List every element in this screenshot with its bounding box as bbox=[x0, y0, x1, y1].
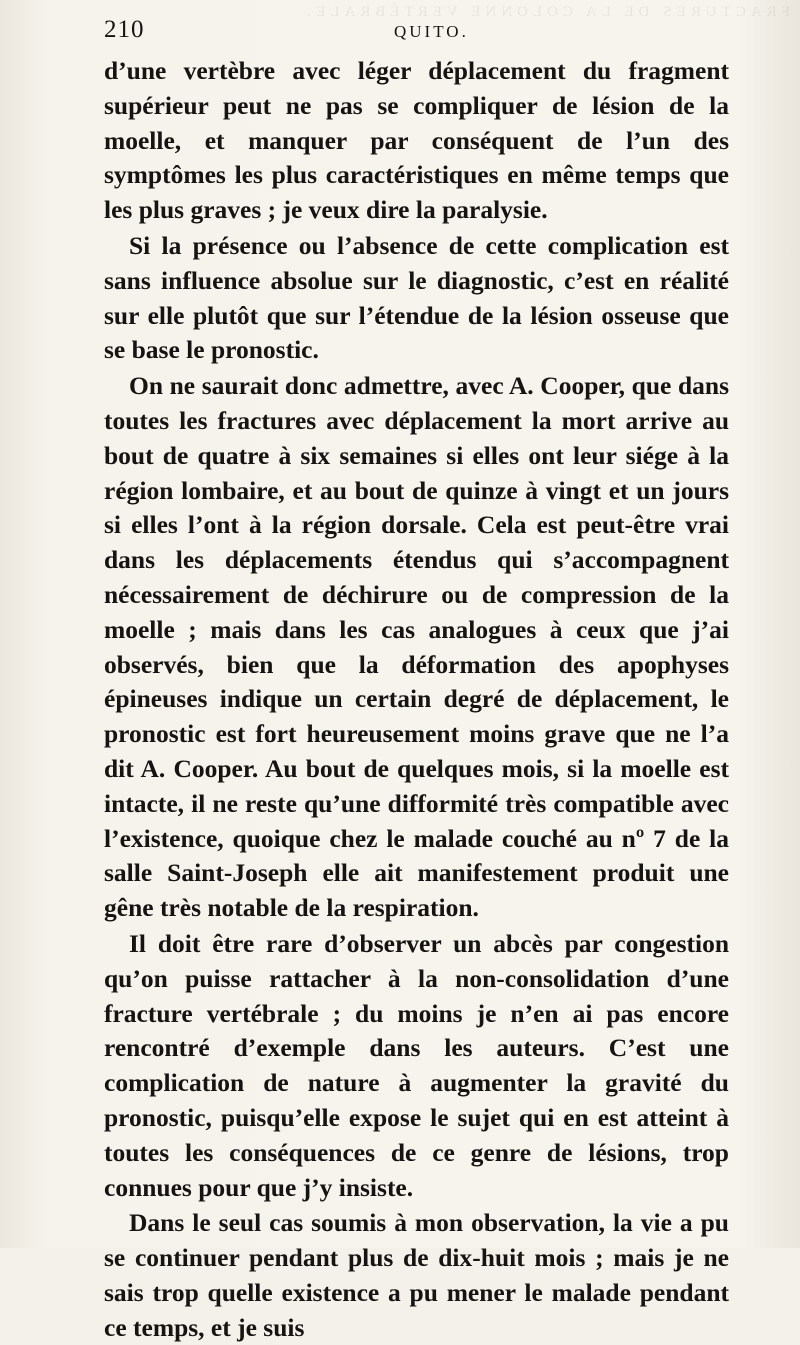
running-head: QUITO. bbox=[394, 22, 469, 41]
body-text bbox=[104, 54, 729, 1345]
page-header bbox=[104, 16, 724, 56]
paragraph: Si la présence ou l’absence de cette complication est sans influence absolue sur le diagnostic, c’est en réalité sur elle plutôt que sur l’étendue de la lésion osseuse que se base le pronostic. bbox=[104, 230, 729, 365]
page-number: 210 bbox=[104, 16, 145, 43]
paragraph: On ne saurait donc admettre, avec A. Cooper, que dans toutes les fractures avec déplacement la mort arrive au bout de quatre à six semaines si elles ont leur siége à la région lombaire, et au bout de quinze à vingt et un jours si elles l’ont à la région dorsale. Cela est peut-être vrai dans les déplacements étendus qui s’accompagnent nécessairement de déchirure ou de compression de la moelle ; mais dans les cas analogues à ceux que j’ai observés, bien que la déformation des apophyses épineuses indique un certain degré de déplacement, le pronostic est fort heureusement moins grave que ne l’a dit A. Cooper. Au bout de quelques mois, si la moelle est intacte, il ne reste qu’une difformité très compatible avec l’existence, quoique chez le malade couché au nº 7 de la salle Saint-Joseph elle ait manifestement produit une gêne très notable de la respiration. bbox=[104, 371, 729, 923]
bleed-through-text: FRACTURES DE LA COLONNE VERTÉBRALE. bbox=[302, 4, 790, 20]
paragraph: d’une vertèbre avec léger déplacement du fragment supérieur peut ne pas se compliquer de lésion de la moelle, et manquer par conséquent de l’un des symptômes les plus caractéristiques en même temps que les plus graves ; je veux dire la paralysie. bbox=[104, 56, 729, 225]
paragraph: Dans le seul cas soumis à mon observation, la vie a pu se continuer pendant plus de dix-huit mois ; mais je ne sais trop quelle existence a pu mener le malade pendant ce temps, et je suis bbox=[104, 1208, 729, 1342]
paragraph: Il doit être rare d’observer un abcès par congestion qu’on puisse rattacher à la non-consolidation d’une fracture vertébrale ; du moins je n’en ai pas encore rencontré d’exemple dans les auteurs. C’est une complication de nature à augmenter la gravité du pronostic, puisqu’elle expose le sujet qui en est atteint à toutes les conséquences de ce genre de lésions, trop connues pour que j’y insiste. bbox=[104, 928, 729, 1202]
